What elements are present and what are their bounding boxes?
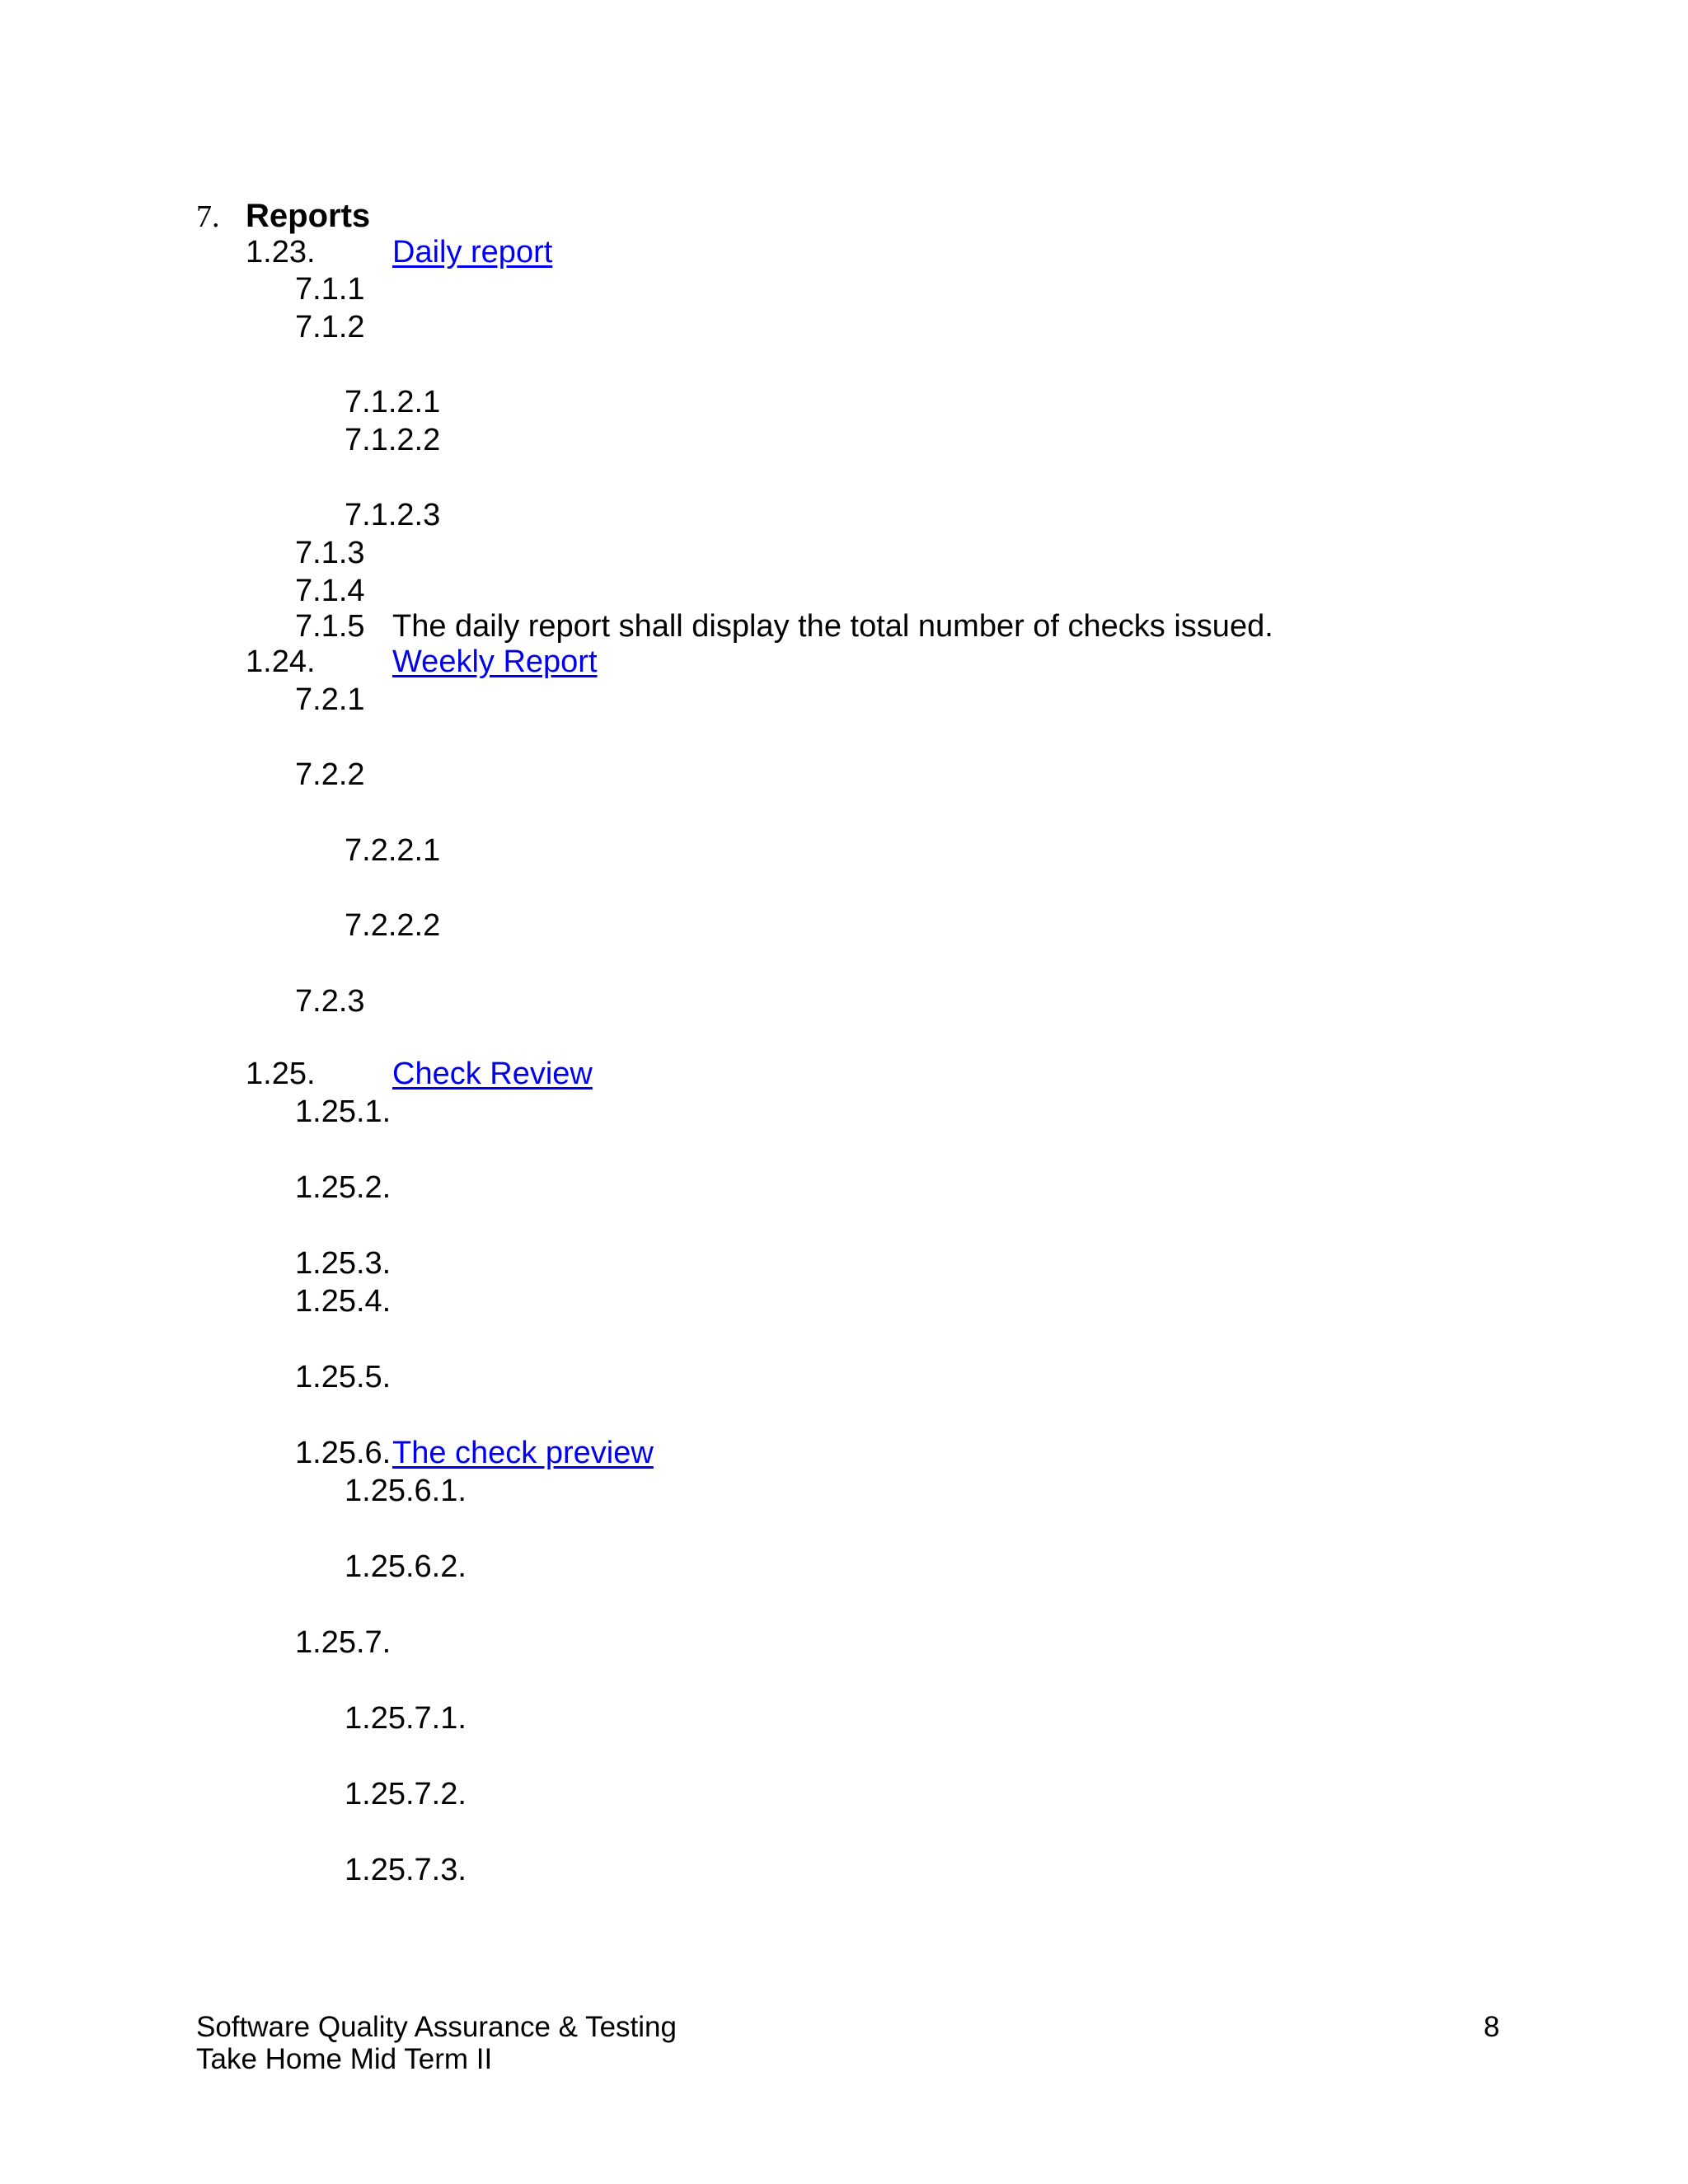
check-review-link[interactable]: Check Review: [392, 1057, 593, 1091]
item-number: 7.2.1: [295, 682, 365, 717]
item-number: 1.25.3.: [295, 1246, 392, 1281]
item-number: 1.25.7.3.: [345, 1853, 467, 1887]
item-number: 1.25.6.1.: [345, 1474, 467, 1508]
item-number: 1.25.7.: [295, 1625, 392, 1660]
daily-report-number: 1.23.: [246, 235, 316, 269]
footer-course: Software Quality Assurance & Testing: [196, 2011, 677, 2043]
section-title: Reports: [246, 198, 371, 234]
item-number: 7.1.2.3: [345, 498, 441, 532]
item-number: 1.25.7.1.: [345, 1701, 467, 1736]
item-number: 1.25.2.: [295, 1170, 392, 1205]
item-number: 1.25.1.: [295, 1094, 392, 1129]
item-number: 7.2.2.2: [345, 908, 441, 943]
daily-report-link[interactable]: Daily report: [392, 235, 553, 269]
item-number: 7.1.1: [295, 272, 365, 307]
item-number: 7.1.3: [295, 536, 365, 570]
item-number: 1.25.7.2.: [345, 1777, 467, 1811]
item-number: 7.1.2.1: [345, 385, 441, 419]
item-text: The daily report shall display the total number of checks issued.: [392, 609, 1273, 644]
weekly-report-number: 1.24.: [246, 644, 316, 679]
item-number: 7.1.2: [295, 310, 365, 344]
item-number: 1.25.5.: [295, 1360, 392, 1394]
page-number: 8: [1484, 2011, 1500, 2043]
footer-assignment: Take Home Mid Term II: [196, 2043, 493, 2075]
item-number: 1.25.6.2.: [345, 1549, 467, 1584]
section-number: 7.: [196, 199, 220, 234]
item-number: 7.2.3: [295, 984, 365, 1019]
weekly-report-link[interactable]: Weekly Report: [392, 644, 598, 679]
item-number: 7.1.2.2: [345, 423, 441, 457]
check-preview-link[interactable]: The check preview: [392, 1436, 654, 1470]
item-number: 1.25.6.: [295, 1436, 392, 1470]
item-number: 1.25.4.: [295, 1284, 392, 1319]
item-number: 7.1.5: [295, 609, 365, 644]
check-review-number: 1.25.: [246, 1057, 316, 1091]
item-number: 7.2.2: [295, 757, 365, 792]
item-number: 7.1.4: [295, 574, 365, 608]
item-number: 7.2.2.1: [345, 833, 441, 868]
